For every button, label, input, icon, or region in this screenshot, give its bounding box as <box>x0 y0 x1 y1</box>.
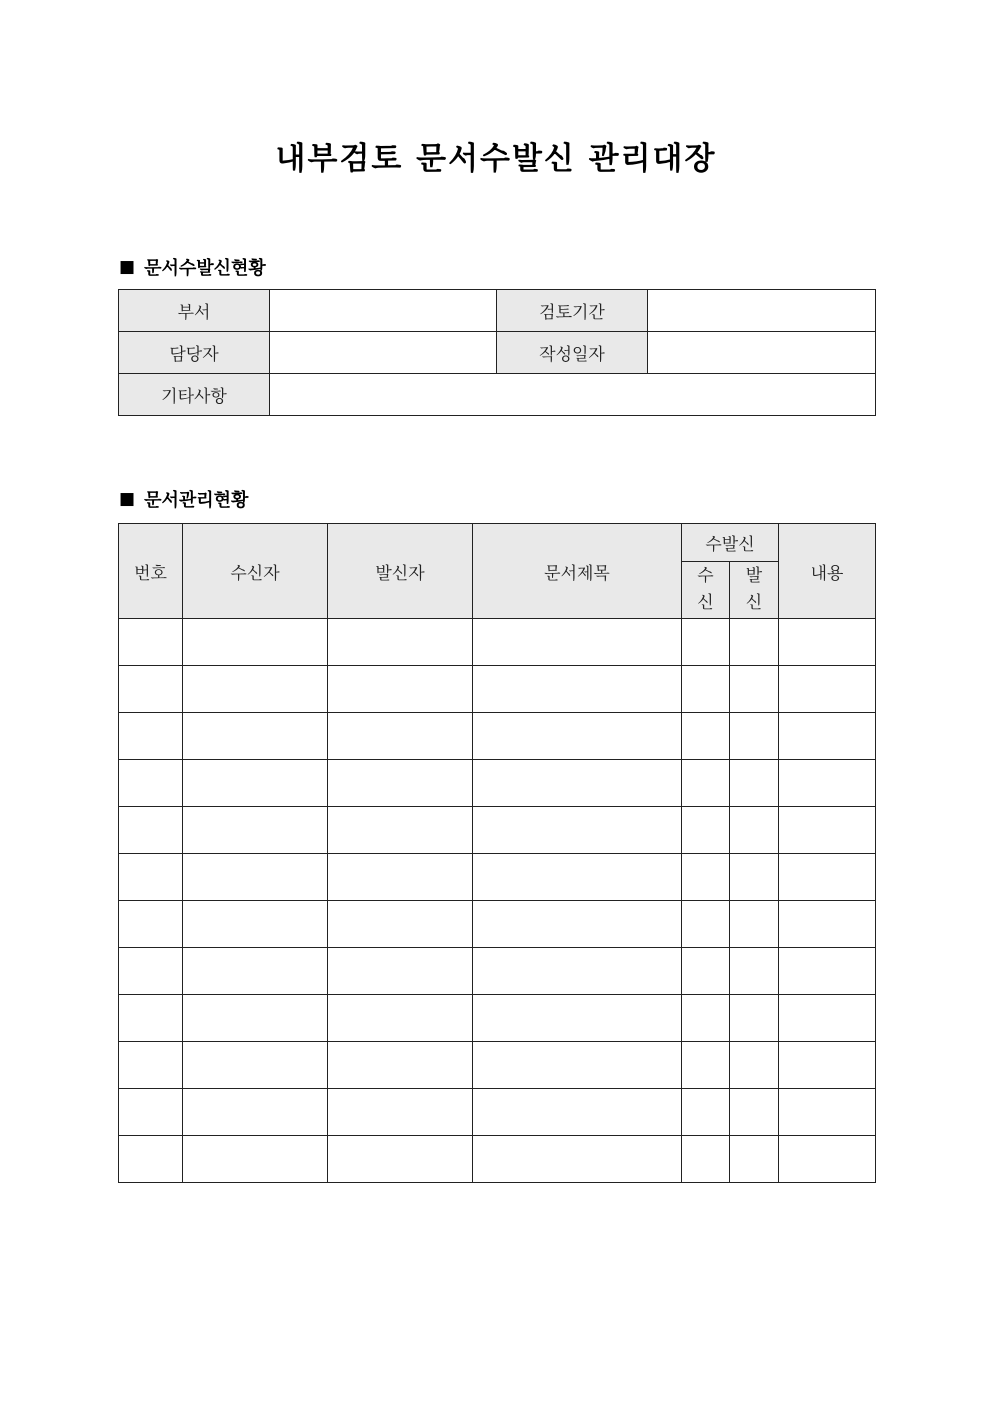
date-written-field[interactable] <box>648 332 876 374</box>
cell-content[interactable] <box>779 1042 876 1089</box>
cell-content[interactable] <box>779 760 876 807</box>
cell-send[interactable] <box>730 854 779 901</box>
cell-receive[interactable] <box>682 1089 730 1136</box>
cell-sender[interactable] <box>328 1136 473 1183</box>
table-row <box>119 666 876 713</box>
cell-content[interactable] <box>779 901 876 948</box>
department-label: 부서 <box>119 290 270 332</box>
cell-no[interactable] <box>119 666 183 713</box>
cell-doc-title[interactable] <box>473 666 682 713</box>
section-heading-docs <box>119 486 248 512</box>
cell-receive[interactable] <box>682 948 730 995</box>
table-row <box>119 760 876 807</box>
table-row <box>119 1136 876 1183</box>
col-header-doc-title: 문서제목 <box>473 524 682 619</box>
table-row <box>119 619 876 666</box>
section-heading-docs-label: 문서관리현황 <box>144 490 249 511</box>
col-header-sender: 발신자 <box>328 524 473 619</box>
cell-doc-title[interactable] <box>473 807 682 854</box>
cell-receive[interactable] <box>682 760 730 807</box>
cell-no[interactable] <box>119 1136 183 1183</box>
cell-sender[interactable] <box>328 854 473 901</box>
cell-receive[interactable] <box>682 807 730 854</box>
status-row <box>119 332 876 374</box>
cell-doc-title[interactable] <box>473 901 682 948</box>
cell-send[interactable] <box>730 1089 779 1136</box>
cell-content[interactable] <box>779 854 876 901</box>
table-row <box>119 995 876 1042</box>
cell-no[interactable] <box>119 1042 183 1089</box>
cell-receiver[interactable] <box>183 807 328 854</box>
col-header-content: 내용 <box>779 524 876 619</box>
manager-field[interactable] <box>270 332 497 374</box>
cell-send[interactable] <box>730 901 779 948</box>
status-table <box>118 289 876 416</box>
cell-receiver[interactable] <box>183 1136 328 1183</box>
col-header-receive-char: 수 <box>697 566 714 586</box>
cell-no[interactable] <box>119 948 183 995</box>
cell-receiver[interactable] <box>183 760 328 807</box>
square-bullet-icon: ■ <box>119 488 136 509</box>
col-header-receiver: 수신자 <box>183 524 328 619</box>
cell-no[interactable] <box>119 619 183 666</box>
cell-send[interactable] <box>730 995 779 1042</box>
cell-doc-title[interactable] <box>473 1089 682 1136</box>
col-header-send-char: 발 <box>745 566 763 586</box>
date-written-label: 작성일자 <box>497 332 648 374</box>
col-header-send-receive: 수발신 <box>682 524 779 562</box>
table-row <box>119 1042 876 1089</box>
cell-send[interactable] <box>730 666 779 713</box>
cell-sender[interactable] <box>328 807 473 854</box>
square-bullet-icon: ■ <box>119 256 136 277</box>
cell-content[interactable] <box>779 1136 876 1183</box>
table-row <box>119 1089 876 1136</box>
header-row <box>119 524 876 562</box>
department-field[interactable] <box>270 290 497 332</box>
cell-no[interactable] <box>119 854 183 901</box>
cell-no[interactable] <box>119 807 183 854</box>
cell-receive[interactable] <box>682 713 730 760</box>
col-header-no: 번호 <box>119 524 183 619</box>
col-header-send-char: 신 <box>745 593 763 613</box>
cell-sender[interactable] <box>328 995 473 1042</box>
cell-doc-title[interactable] <box>473 1042 682 1089</box>
section-heading-status <box>119 254 266 280</box>
cell-receive[interactable] <box>682 1042 730 1089</box>
other-notes-label: 기타사항 <box>119 374 270 416</box>
cell-receiver[interactable] <box>183 666 328 713</box>
cell-send[interactable] <box>730 1136 779 1183</box>
cell-send[interactable] <box>730 807 779 854</box>
cell-no[interactable] <box>119 760 183 807</box>
cell-sender[interactable] <box>328 666 473 713</box>
table-row <box>119 807 876 854</box>
table-row <box>119 713 876 760</box>
cell-receiver[interactable] <box>183 901 328 948</box>
cell-receiver[interactable] <box>183 948 328 995</box>
cell-doc-title[interactable] <box>473 948 682 995</box>
review-period-field[interactable] <box>648 290 876 332</box>
section-heading-status-label: 문서수발신현황 <box>144 258 266 279</box>
cell-receive[interactable] <box>682 995 730 1042</box>
cell-send[interactable] <box>730 760 779 807</box>
cell-doc-title[interactable] <box>473 619 682 666</box>
cell-doc-title[interactable] <box>473 854 682 901</box>
cell-no[interactable] <box>119 995 183 1042</box>
status-row <box>119 290 876 332</box>
cell-send[interactable] <box>730 713 779 760</box>
cell-content[interactable] <box>779 948 876 995</box>
manager-label: 담당자 <box>119 332 270 374</box>
cell-doc-title[interactable] <box>473 760 682 807</box>
docs-table-body <box>119 619 876 1183</box>
cell-sender[interactable] <box>328 619 473 666</box>
cell-doc-title[interactable] <box>473 995 682 1042</box>
col-header-receive-char: 신 <box>697 593 714 613</box>
cell-send[interactable] <box>730 619 779 666</box>
cell-sender[interactable] <box>328 901 473 948</box>
cell-receive[interactable] <box>682 619 730 666</box>
cell-receiver[interactable] <box>183 1042 328 1089</box>
cell-receiver[interactable] <box>183 619 328 666</box>
docs-table <box>118 523 876 1183</box>
cell-no[interactable] <box>119 1089 183 1136</box>
table-row <box>119 948 876 995</box>
cell-sender[interactable] <box>328 948 473 995</box>
cell-send[interactable] <box>730 948 779 995</box>
cell-no[interactable] <box>119 901 183 948</box>
table-row <box>119 854 876 901</box>
cell-content[interactable] <box>779 1089 876 1136</box>
cell-receiver[interactable] <box>183 713 328 760</box>
cell-receive[interactable] <box>682 901 730 948</box>
col-header-receive <box>682 562 730 619</box>
cell-no[interactable] <box>119 713 183 760</box>
col-header-send <box>730 562 779 619</box>
cell-receive[interactable] <box>682 854 730 901</box>
cell-send[interactable] <box>730 1042 779 1089</box>
cell-receiver[interactable] <box>183 995 328 1042</box>
cell-content[interactable] <box>779 995 876 1042</box>
other-notes-field[interactable] <box>270 374 876 416</box>
cell-content[interactable] <box>779 713 876 760</box>
cell-doc-title[interactable] <box>473 1136 682 1183</box>
cell-doc-title[interactable] <box>473 713 682 760</box>
table-row <box>119 901 876 948</box>
cell-sender[interactable] <box>328 1042 473 1089</box>
cell-sender[interactable] <box>328 713 473 760</box>
cell-sender[interactable] <box>328 1089 473 1136</box>
cell-receiver[interactable] <box>183 854 328 901</box>
review-period-label: 검토기간 <box>497 290 648 332</box>
cell-sender[interactable] <box>328 760 473 807</box>
cell-receive[interactable] <box>682 1136 730 1183</box>
cell-receive[interactable] <box>682 666 730 713</box>
cell-content[interactable] <box>779 666 876 713</box>
cell-receiver[interactable] <box>183 1089 328 1136</box>
cell-content[interactable] <box>779 807 876 854</box>
status-row <box>119 374 876 416</box>
cell-content[interactable] <box>779 619 876 666</box>
page-title: 내부검토 문서수발신 관리대장 <box>275 141 717 177</box>
